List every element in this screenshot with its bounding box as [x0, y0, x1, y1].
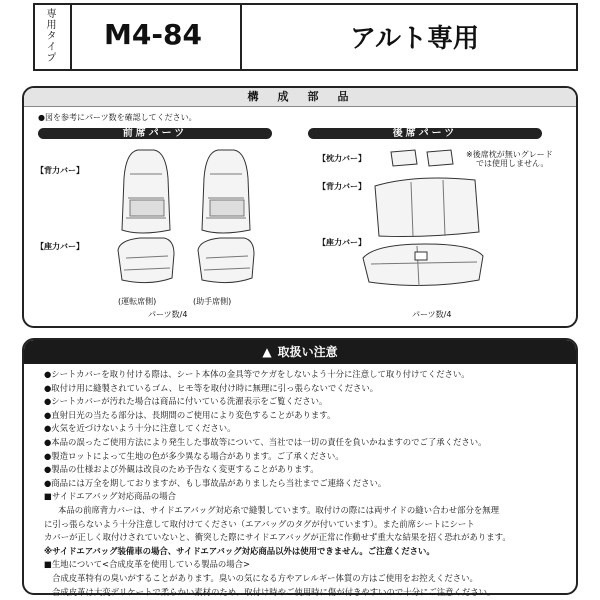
front-parts-title: 前席パーツ: [38, 128, 272, 139]
driver-back-cover: [122, 150, 170, 233]
rear-parts-title: 後席パーツ: [308, 128, 542, 139]
rear-note-line-1: ※後席枕が無いグレード: [466, 150, 553, 159]
warning-icon: ▲: [262, 345, 272, 359]
caution-item: ●火気を近づけないよう十分に注意してください。: [44, 423, 236, 434]
rear-seats-illustration: [355, 140, 505, 300]
caution-item: ●直射日光の当たる部分は、長期間のご使用により変色することがあります。: [44, 409, 336, 420]
caution-item: ●商品には万全を期しておりますが、もし事故品がありましたら当社までご連絡ください。: [44, 477, 387, 488]
passenger-back-cover: [202, 150, 250, 233]
caution-item: ●製造ロットによって生地の色が多少異なる場合があります。ご了承ください。: [44, 450, 344, 461]
rear-back-label: 【背力バー】: [318, 182, 366, 191]
caution-item: ●取付け用に縫製されているゴム、ヒモ等を取付け時に無理に引っ張らないでください。: [44, 382, 379, 393]
passenger-side-label: (助手席側): [193, 297, 232, 306]
airbag-text-line: に引っ張らないよう十分注意して取付けてください（エアバッグのタグが付いています）。また前席シートにシート: [44, 518, 475, 529]
rear-seat-cover: [363, 244, 483, 286]
leather-heading: ■生地について<合成皮革を使用している製品の場合>: [44, 559, 251, 570]
rear-seat-label: 【座力バー】: [318, 238, 366, 247]
caution-item: ●シートカバーが汚れた場合は商品に付いている洗濯表示をご覧ください。: [44, 396, 328, 407]
model-number: M4-84: [104, 18, 202, 51]
parts-title: 構 成 部 品: [247, 90, 353, 103]
caution-title: 取扱い注意: [277, 345, 338, 359]
rear-parts-count: パーツ数/4: [412, 310, 452, 319]
front-back-label: 【背力バー】: [36, 166, 84, 175]
rear-back-cover: [375, 178, 479, 237]
rear-pillow-label: 【枕力バー】: [318, 154, 366, 163]
caution-title-bar: [24, 340, 576, 364]
caution-item: ●シートカバーを取り付ける際は、シート本体の金具等でケガをしないよう十分に注意して取り付けてください。: [44, 369, 470, 379]
parts-title-bar: [24, 88, 576, 107]
rear-pillow-covers: [391, 150, 453, 166]
header-divider-2: [240, 5, 242, 69]
driver-seat-cover: [118, 238, 174, 283]
caution-item: ●本品の誤ったご使用方法により発生した事故等について、当社では一切の責任を負いかねますのでご了承ください。: [44, 436, 487, 447]
parts-intro: ●図を参考にパーツ数を確認してください。: [38, 113, 197, 122]
leather-text-line: 合成皮革は大変デリケートで柔らかい素材のため、取付け時やご使用時に傷が付きやすいので十分にご注意ください。: [52, 586, 496, 597]
caution-list: [44, 368, 564, 599]
header-divider-1: [70, 5, 72, 69]
front-seats-illustration: [100, 138, 280, 298]
airbag-heading: ■サイドエアバッグ対応商品の場合: [44, 491, 176, 502]
caution-item: ●製品の仕様および外観は改良のため予告なく変更することがあります。: [44, 464, 319, 475]
airbag-warning: ※サイドエアバッグ装備車の場合、サイドエアバッグ対応商品以外は使用できません。ご注意ください。: [44, 545, 435, 556]
driver-side-label: (運転席側): [118, 297, 157, 306]
car-name: アルト専用: [350, 24, 479, 54]
airbag-text-line: 本品の前席背力バーは、サイドエアバッグ対応糸で縫製しています。取付けの際には両サイドの縫い合わせ部分を無理: [58, 504, 500, 515]
type-side-label: 専用タイプ: [44, 8, 55, 63]
leather-text-line: 合成皮革特有の臭いがすることがあります。臭いの気になる方やアレルギー体質の方はご使用をお控えください。: [52, 572, 478, 583]
rear-note-line-2: では使用しません。: [476, 159, 549, 168]
front-parts-count: パーツ数/4: [148, 310, 188, 319]
front-seat-label: 【座力バー】: [36, 242, 84, 251]
airbag-text-line: カバーが正しく取付けされていないと、衝突した際にサイドエアバッグが正常に作動せず重大な結果を招く恐れがあります。: [44, 532, 511, 543]
passenger-seat-cover: [198, 238, 254, 283]
